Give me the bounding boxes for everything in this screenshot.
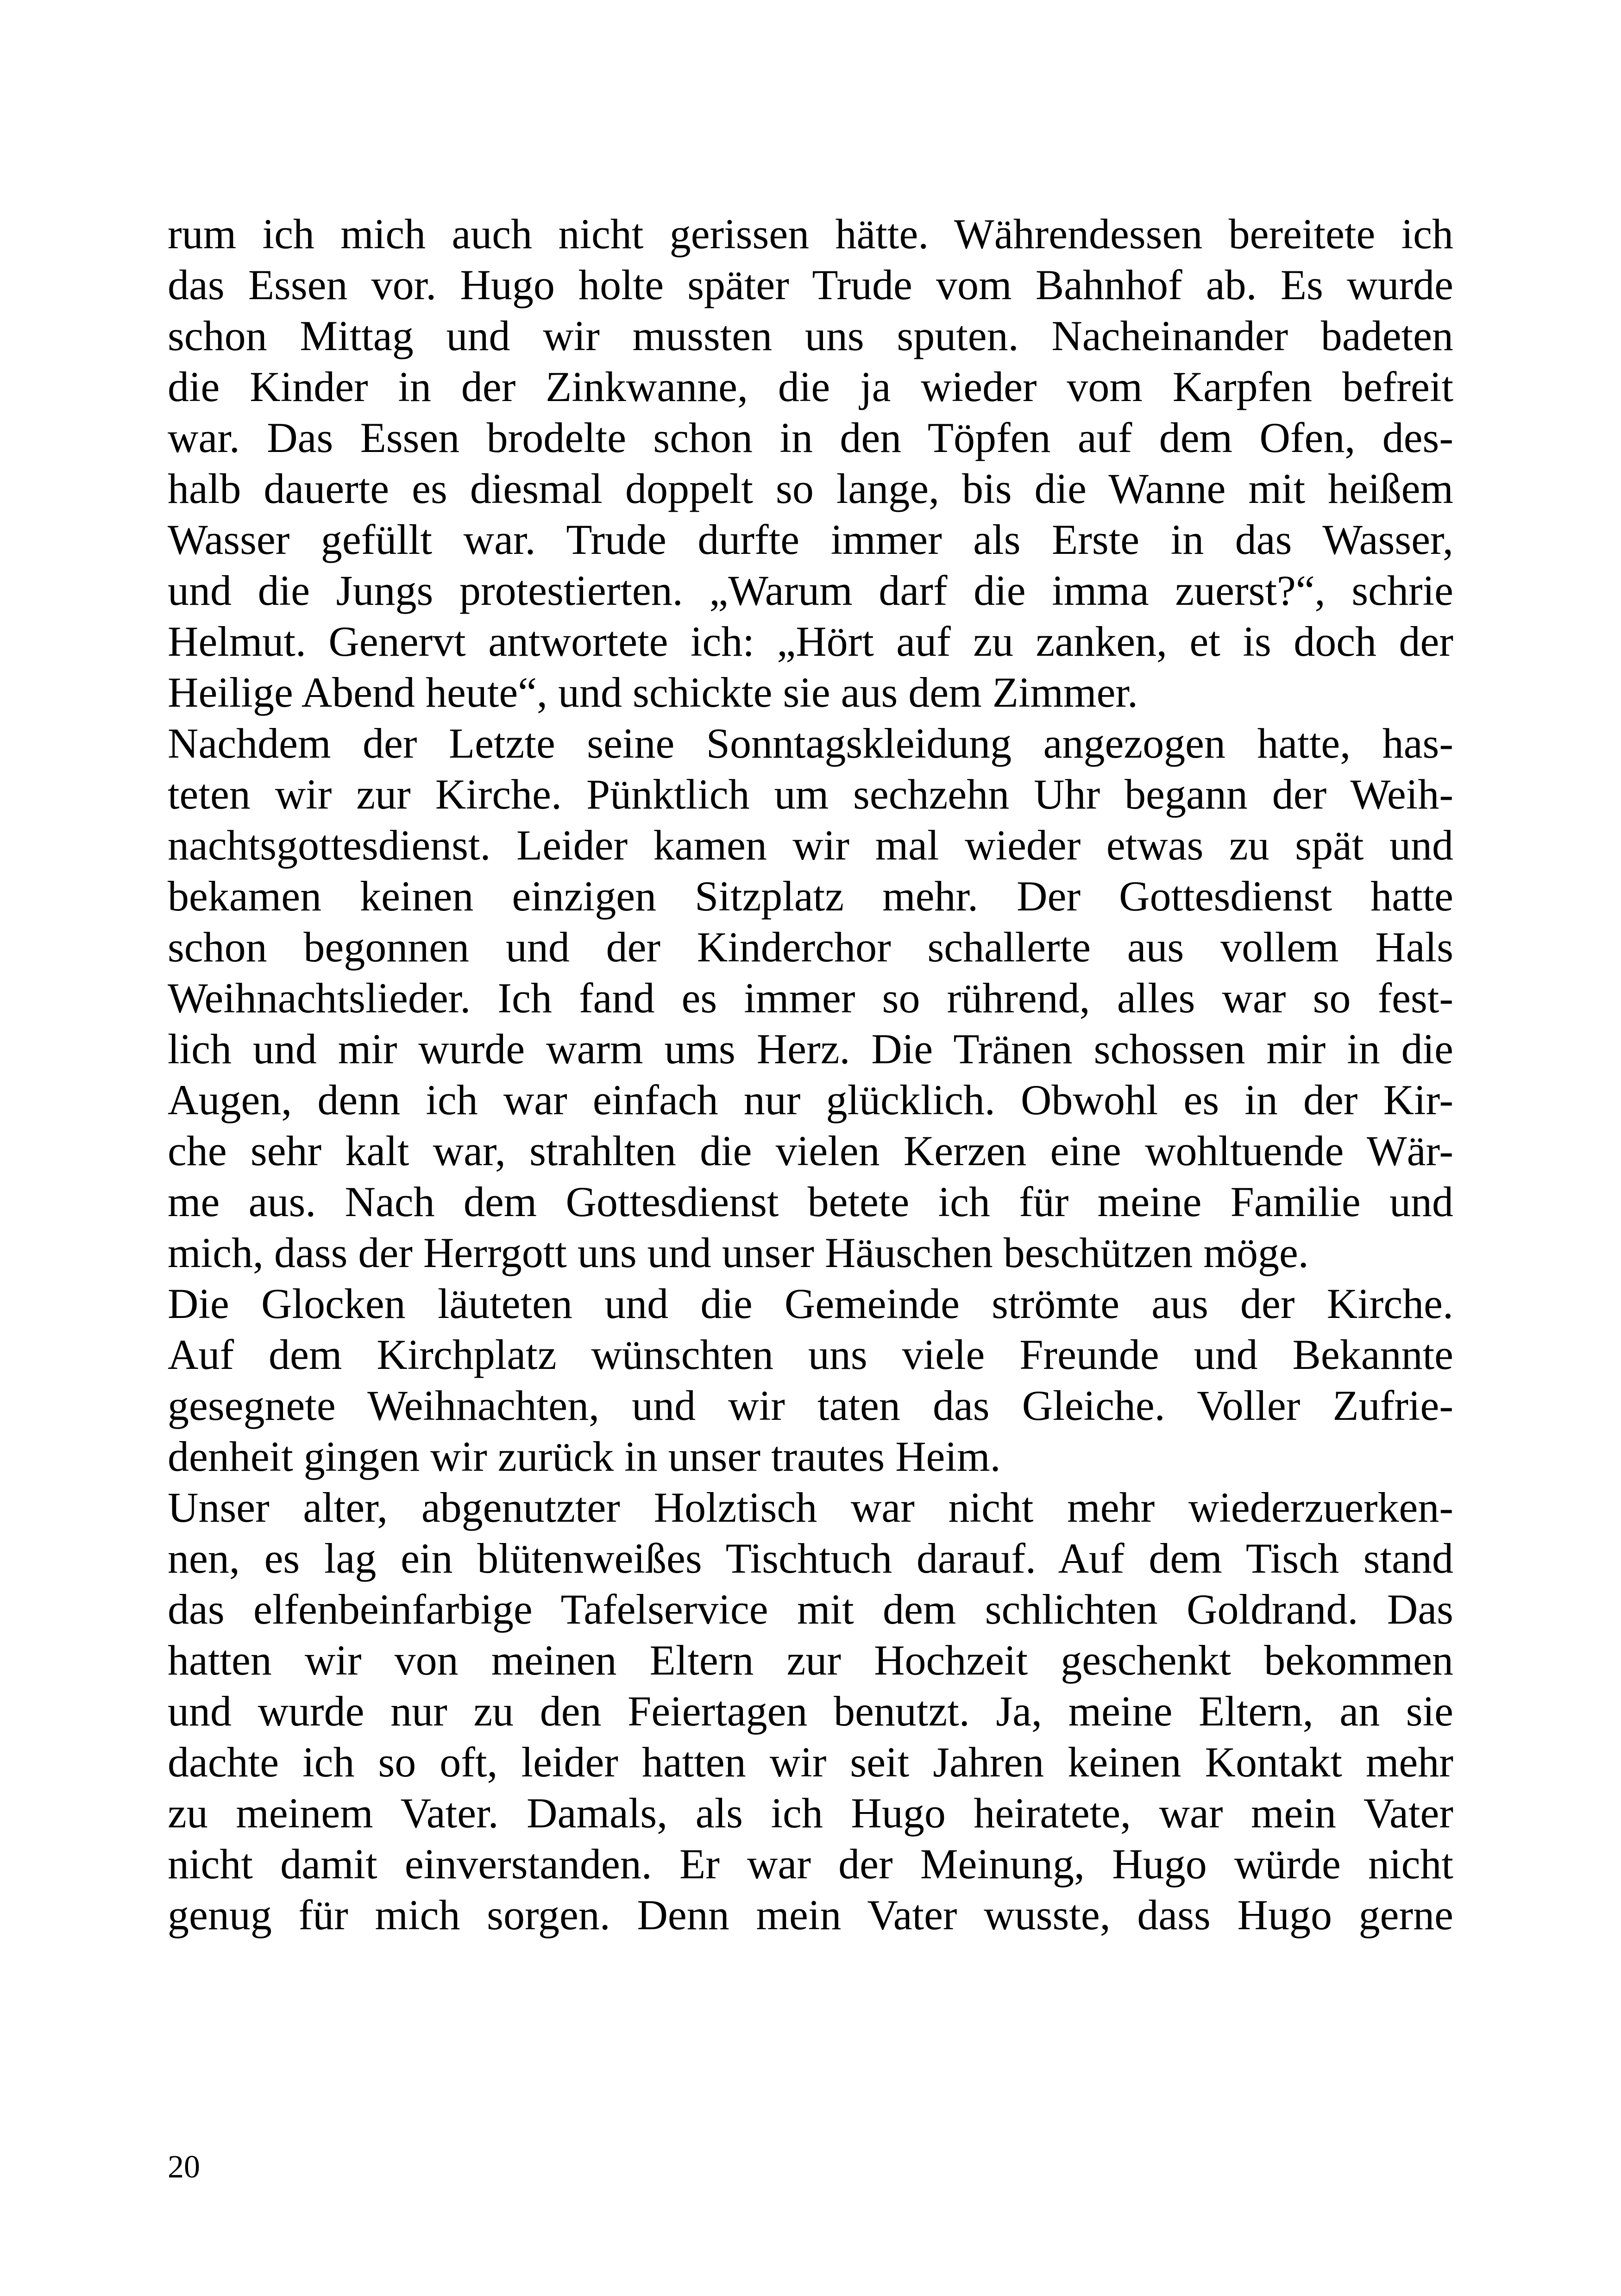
text-line: me aus. Nach dem Gottesdienst betete ich für meine Familie und [168,1178,1453,1225]
text-line: che sehr kalt war, strahlten die vielen Kerzen eine wohltuende Wär- [168,1127,1453,1174]
text-line: bekamen keinen einzigen Sitzplatz mehr. Der Gottesdienst hatte [168,872,1453,920]
text-line: lich und mir wurde warm ums Herz. Die Tränen schossen mir in die [168,1025,1453,1073]
text-line: Heilige Abend heute“, und schickte sie aus dem Zimmer. [168,669,1138,716]
page-number: 20 [168,2149,200,2185]
text-line: rum ich mich auch nicht gerissen hätte. Währendessen bereitete ich [168,210,1453,257]
text-line: denheit gingen wir zurück in unser trautes Heim. [168,1433,1001,1480]
body-text [168,208,1453,1940]
text-line: und die Jungs protestierten. „Warum darf die imma zuerst?“, schrie [168,567,1453,614]
text-line: war. Das Essen brodelte schon in den Töpfen auf dem Ofen, des- [168,414,1453,461]
text-line: hatten wir von meinen Eltern zur Hochzeit geschenkt bekommen [168,1637,1453,1684]
text-line: nachtsgottesdienst. Leider kamen wir mal wieder etwas zu spät und [168,822,1453,869]
text-line: und wurde nur zu den Feiertagen benutzt. Ja, meine Eltern, an sie [168,1687,1453,1735]
text-line: Wasser gefüllt war. Trude durfte immer als Erste in das Wasser, [168,516,1453,563]
text-line: gesegnete Weihnachten, und wir taten das Gleiche. Voller Zufrie- [168,1382,1453,1429]
text-line: das Essen vor. Hugo holte später Trude vom Bahnhof ab. Es wurde [168,261,1453,308]
text-line: schon begonnen und der Kinderchor schallerte aus vollem Hals [168,923,1453,971]
text-line: nen, es lag ein blütenweißes Tischtuch darauf. Auf dem Tisch stand [168,1535,1453,1582]
text-line: Unser alter, abgenutzter Holztisch war nicht mehr wiederzuerken- [168,1484,1453,1531]
text-line: Weihnachtslieder. Ich fand es immer so rührend, alles war so fest- [168,974,1453,1022]
text-line: zu meinem Vater. Damals, als ich Hugo heiratete, war mein Vater [168,1789,1453,1837]
text-line: Auf dem Kirchplatz wünschten uns viele Freunde und Bekannte [168,1331,1453,1378]
text-line: Augen, denn ich war einfach nur glücklich. Obwohl es in der Kir- [168,1076,1453,1123]
text-line: genug für mich sorgen. Denn mein Vater wusste, dass Hugo gerne [168,1891,1453,1938]
text-line: halb dauerte es diesmal doppelt so lange, bis die Wanne mit heißem [168,465,1453,512]
text-line: teten wir zur Kirche. Pünktlich um sechzehn Uhr begann der Weih- [168,771,1453,818]
text-line: das elfenbeinfarbige Tafelservice mit dem schlichten Goldrand. Das [168,1586,1453,1633]
text-line: schon Mittag und wir mussten uns sputen. Nacheinander badeten [168,312,1453,359]
text-line: mich, dass der Herrgott uns und unser Häuschen beschützen möge. [168,1229,1309,1276]
text-line: dachte ich so oft, leider hatten wir seit Jahren keinen Kontakt mehr [168,1738,1453,1786]
text-line: nicht damit einverstanden. Er war der Meinung, Hugo würde nicht [168,1840,1453,1888]
text-line: Nachdem der Letzte seine Sonntagskleidung angezogen hatte, has- [168,720,1453,767]
text-line: die Kinder in der Zinkwanne, die ja wieder vom Karpfen befreit [168,363,1453,410]
text-line: Helmut. Genervt antwortete ich: „Hört auf zu zanken, et is doch der [168,618,1453,665]
text-line: Die Glocken läuteten und die Gemeinde strömte aus der Kirche. [168,1280,1453,1327]
